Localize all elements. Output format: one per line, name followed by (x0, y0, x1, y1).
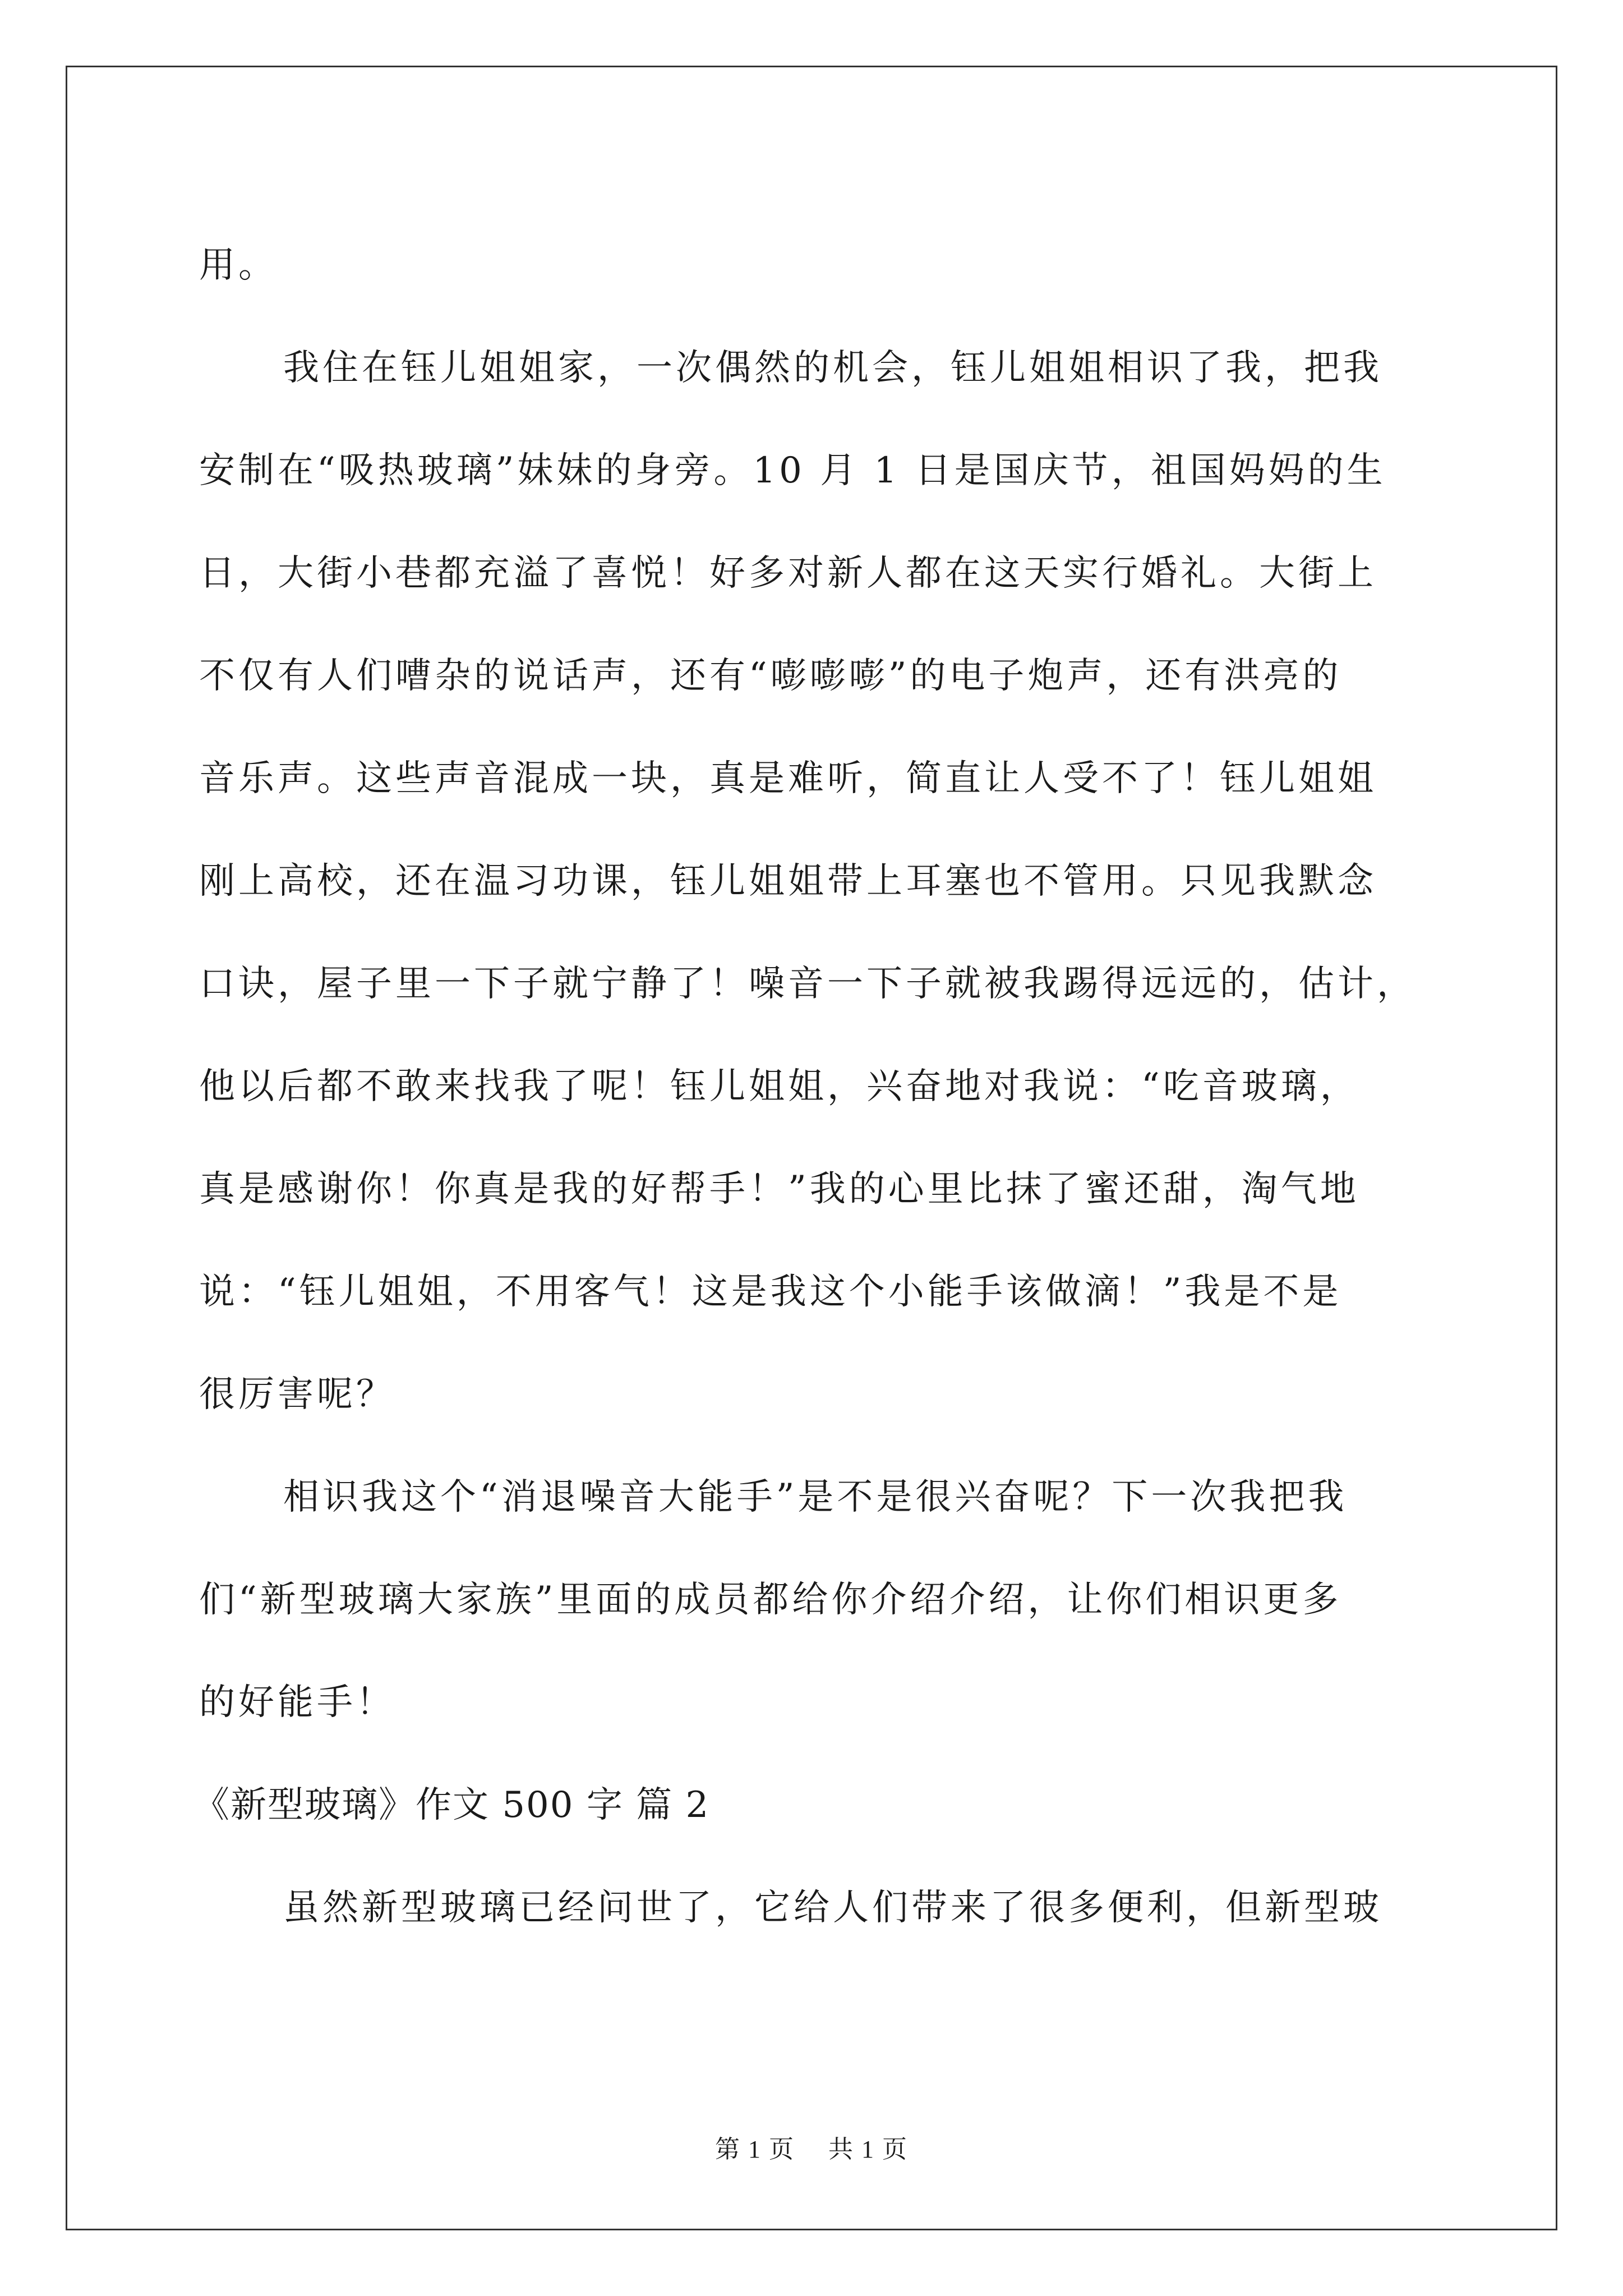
paragraph-line: 我住在钰儿姐姐家，一次偶然的机会，钰儿姐姐相识了我，把我 (283, 347, 1382, 389)
paragraph-line: 日，大街小巷都充溢了喜悦！好多对新人都在这天实行婚礼。大街上 (199, 553, 1377, 594)
paragraph-line: 刚上高校，还在温习功课，钰儿姐姐带上耳塞也不管用。只见我默念 (199, 861, 1377, 902)
paragraph-line: 们“新型玻璃大家族”里面的成员都给你介绍介绍，让你们相识更多 (199, 1579, 1342, 1621)
paragraph-line: 的好能手！ (199, 1682, 395, 1723)
document-body (193, 214, 1444, 1959)
paragraph-line: 真是感谢你！你真是我的好帮手！”我的心里比抹了蜜还甜，淘气地 (199, 1168, 1359, 1210)
paragraph-line: 他以后都不敢来找我了呢！钰儿姐姐，兴奋地对我说：“吃音玻璃， (199, 1066, 1359, 1107)
paragraph-line: 说：“钰儿姐姐，不用客气！这是我这个小能手该做滴！”我是不是 (199, 1271, 1342, 1313)
paragraph-line: 安制在“吸热玻璃”妹妹的身旁。10 月 1 日是国庆节，祖国妈妈的生 (199, 450, 1386, 491)
page-number-current: 第 1 页 (715, 2136, 795, 2163)
paragraph-line: 相识我这个“消退噪音大能手”是不是很兴奋呢？下一次我把我 (283, 1476, 1348, 1518)
page-number-total: 共 1 页 (828, 2136, 908, 2163)
page-footer (0, 2129, 1623, 2165)
paragraph-line: 不仅有人们嘈杂的说话声，还有“嘭嘭嘭”的电子炮声，还有洪亮的 (199, 655, 1342, 697)
paragraph-line: 很厉害呢？ (199, 1374, 395, 1415)
section-title: 《新型玻璃》作文 500 字 篇 2 (193, 1784, 710, 1826)
paragraph-line: 用。 (199, 245, 278, 286)
paragraph-line: 音乐声。这些声音混成一块，真是难听，简直让人受不了！钰儿姐姐 (199, 758, 1377, 799)
paragraph-line: 虽然新型玻璃已经问世了，它给人们带来了很多便利，但新型玻 (283, 1887, 1382, 1929)
paragraph-line: 口诀，屋子里一下子就宁静了！噪音一下子就被我踢得远远的，估计， (199, 963, 1416, 1005)
